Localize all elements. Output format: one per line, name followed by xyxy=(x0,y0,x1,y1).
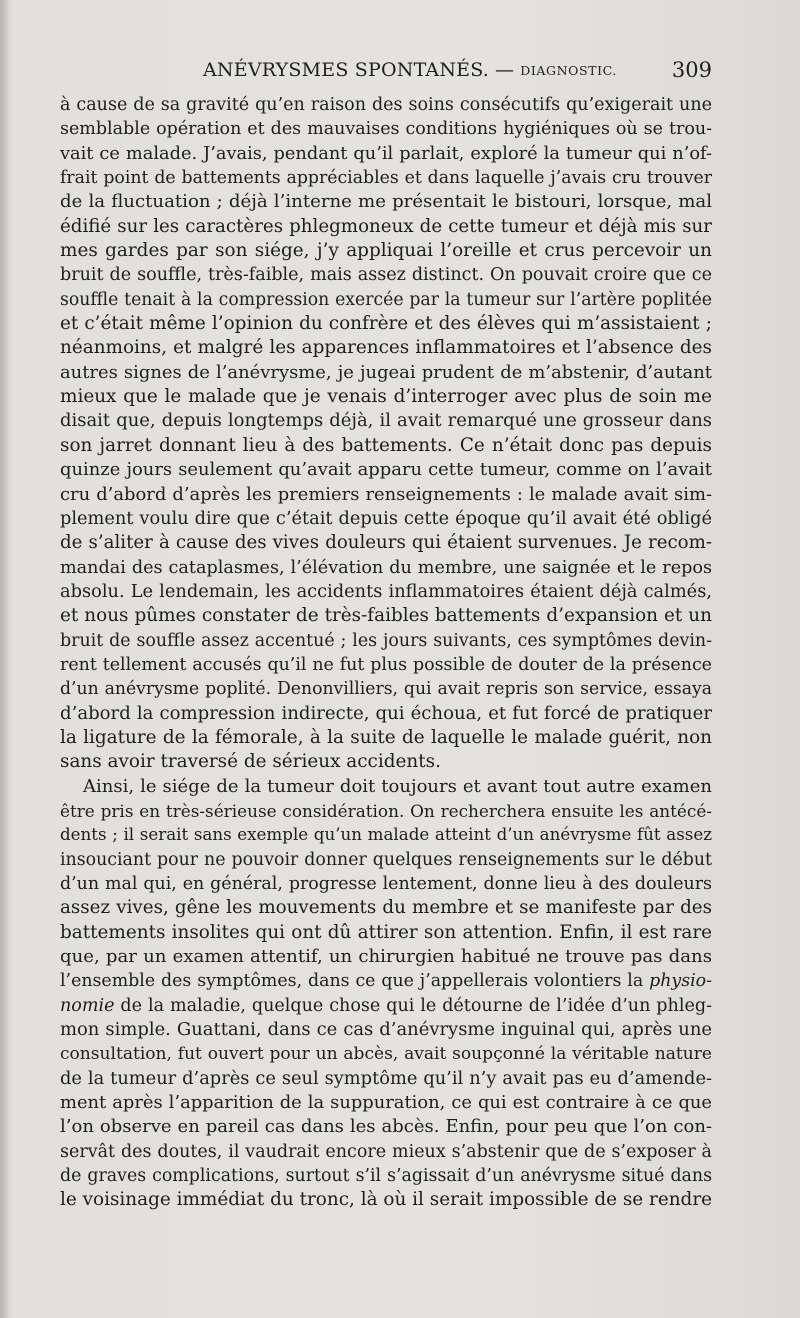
text-line: d’abord la compression indirecte, qui échoua, et fut forcé de pratiquer xyxy=(60,702,712,724)
running-title xyxy=(203,59,617,81)
text-line: quinze jours seulement qu’avait apparu cette tumeur, comme on l’avait xyxy=(60,459,712,481)
italic-word: nomie xyxy=(60,995,115,1016)
paragraph-last-line: sans avoir traversé de sérieux accidents. xyxy=(60,751,441,773)
text-line: de s’aliter à cause des vives douleurs qui étaient survenues. Je recom- xyxy=(60,532,712,554)
text-line: mieux que le malade que je venais d’interroger avec plus de soin me xyxy=(60,386,712,408)
text-line: frait point de battements appréciables et dans laquelle j’avais cru trouver xyxy=(60,168,712,189)
text-line: le voisinage immédiat du tronc, là où il serait impossible de se rendre xyxy=(60,1189,712,1211)
text-line: absolu. Le lendemain, les accidents inflammatoires étaient déjà calmés, xyxy=(60,580,712,602)
text-line: d’un mal qui, en général, progresse lentement, donne lieu à des douleurs xyxy=(60,874,712,894)
text-line: cru d’abord d’après les premiers renseignements : le malade avait sim- xyxy=(60,483,712,505)
text-line: de la tumeur d’après ce seul symptôme qu’il n’y avait pas eu d’amende- xyxy=(60,1067,712,1089)
text-fragment: l’ensemble des symptômes, dans ce que j’appellerais volontiers la xyxy=(60,971,650,992)
italic-word: physio- xyxy=(649,971,712,992)
text-line: d’un anévrysme poplité. Denonvilliers, qui avait repris son service, essaya xyxy=(60,679,712,700)
text-line: néanmoins, et malgré les apparences inflammatoires et l’absence des xyxy=(60,337,712,359)
text-line: mon simple. Guattani, dans ce cas d’anévrysme inguinal qui, après une xyxy=(60,1019,712,1041)
body-text xyxy=(60,93,712,1213)
text-line: assez vives, gêne les mouvements du membre et se manifeste par des xyxy=(60,897,712,919)
text-line: bruit de souffle, très-faible, mais assez distinct. On pouvait croire que ce xyxy=(60,265,712,286)
text-line: ment après l’apparition de la suppuration, ce qui est contraire à ce que xyxy=(60,1092,712,1114)
title-dash: — xyxy=(495,59,515,81)
text-line: insouciant pour ne pouvoir donner quelques renseignements sur le début xyxy=(60,849,712,870)
text-line: rent tellement accusés qu’il ne fut plus possible de douter de la présence xyxy=(60,654,712,675)
text-line: plement voulu dire que c’était depuis cette époque qu’il avait été obligé xyxy=(60,508,712,529)
text-line: la ligature de la fémorale, à la suite de laquelle le malade guérit, non xyxy=(60,726,712,748)
text-line: semblable opération et des mauvaises conditions hygiéniques où se trou- xyxy=(60,119,712,140)
paragraph-first-line: Ainsi, le siége de la tumeur doit toujours et avant tout autre examen xyxy=(83,775,712,797)
text-line: autres signes de l’anévrysme, je jugeai prudent de m’abstenir, d’autant xyxy=(60,361,712,383)
page-gutter-shadow xyxy=(0,0,10,1318)
running-header xyxy=(60,56,712,86)
text-line: mandai des cataplasmes, l’élévation du membre, une saignée et le repos xyxy=(60,557,712,578)
text-line: et c’était même l’opinion du confrère et des élèves qui m’assistaient ; xyxy=(60,313,712,335)
chapter-title: ANÉVRYSMES SPONTANÉS. xyxy=(203,59,490,81)
text-line: de la fluctuation ; déjà l’interne me présentait le bistouri, lorsque, mal xyxy=(60,191,712,213)
section-subtitle: DIAGNOSTIC. xyxy=(520,63,617,78)
text-line-with-italic xyxy=(60,969,712,993)
text-line: à cause de sa gravité qu’en raison des soins consécutifs qu’exigerait une xyxy=(60,95,712,115)
text-line: l’on observe en pareil cas dans les abcès. Enfin, pour peu que l’on con- xyxy=(60,1116,712,1138)
text-line: dents ; il serait sans exemple qu’un malade atteint d’un anévrysme fût assez xyxy=(60,825,712,845)
text-line: souffle tenait à la compression exercée par la tumeur sur l’artère poplitée xyxy=(60,289,712,310)
text-line: son jarret donnant lieu à des battements. Ce n’était donc pas depuis xyxy=(60,434,712,456)
text-line: consultation, fut ouvert pour un abcès, avait soupçonné la véritable nature xyxy=(60,1044,712,1065)
text-line: battements insolites qui ont dû attirer son attention. Enfin, il est rare xyxy=(60,921,712,943)
text-line: édifié sur les caractères phlegmoneux de cette tumeur et déjà mis sur xyxy=(60,215,712,237)
text-fragment: de la maladie, quelque chose qui le détourne de l’idée d’un phleg- xyxy=(114,995,712,1016)
text-line: être pris en très-sérieuse considération. On recherchera ensuite les antécé- xyxy=(60,800,712,821)
text-line: que, par un examen attentif, un chirurgien habitué ne trouve pas dans xyxy=(60,946,712,968)
text-line: disait que, depuis longtemps déjà, il avait remarqué une grosseur dans xyxy=(60,410,712,432)
text-line: vait ce malade. J’avais, pendant qu’il parlait, exploré la tumeur qui n’of- xyxy=(60,143,712,164)
text-line: de graves complications, surtout s’il s’agissait d’un anévrysme situé dans xyxy=(60,1166,712,1187)
text-line: servât des doutes, il vaudrait encore mieux s’abstenir que de s’exposer à xyxy=(60,1141,712,1162)
text-line: mes gardes par son siége, j’y appliquai l’oreille et crus percevoir un xyxy=(60,240,712,262)
text-line-with-italic xyxy=(60,994,712,1018)
page-number: 309 xyxy=(671,58,712,82)
text-line: et nous pûmes constater de très-faibles battements d’expansion et un xyxy=(60,605,712,627)
text-line: bruit de souffle assez accentué ; les jours suivants, ces symptômes devin- xyxy=(60,630,712,651)
